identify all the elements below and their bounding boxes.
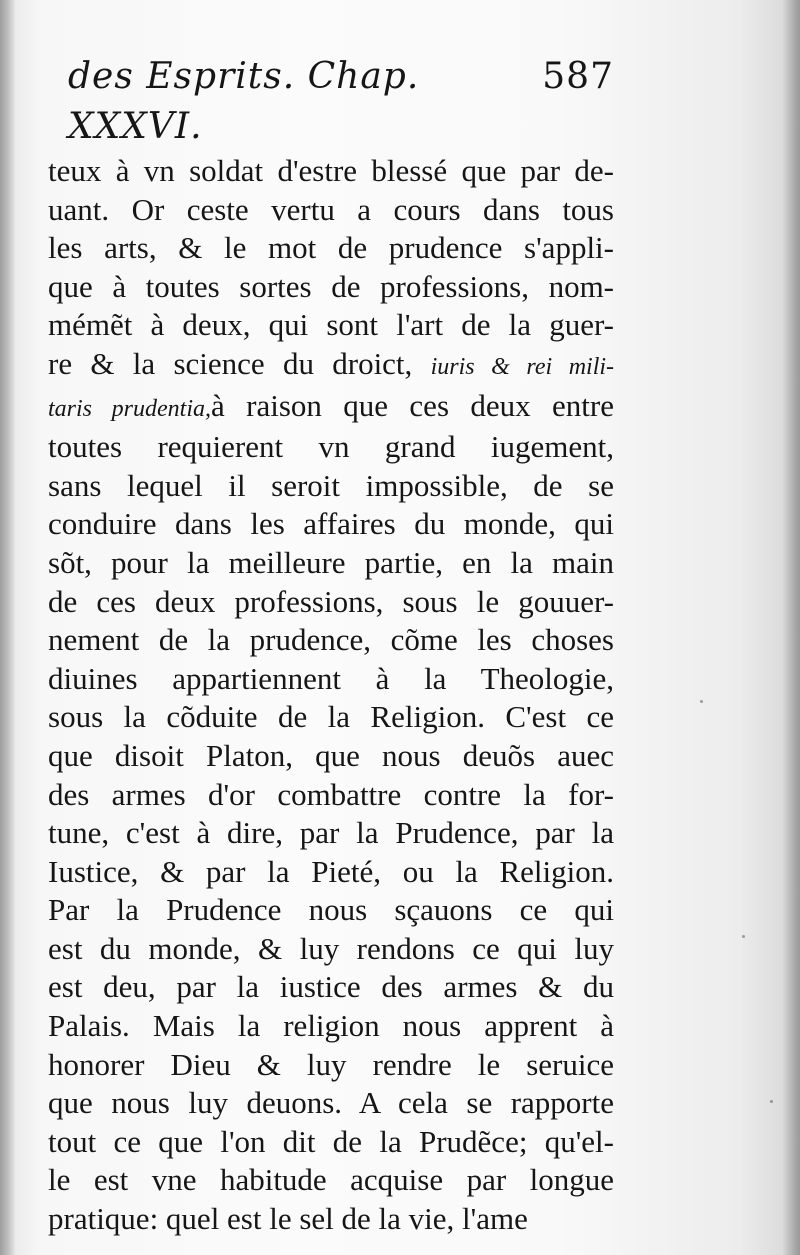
text-line: honorer Dieu & luy rendre le seruice: [48, 1046, 614, 1082]
text-line: que nous luy deuons. A cela se rapporte: [48, 1085, 614, 1121]
text-line: les arts, & le mot de prudence s'appli-: [48, 230, 614, 266]
paper-speck: [700, 700, 703, 703]
page-number: 587: [542, 56, 614, 97]
text-line: [48, 387, 614, 429]
text-line: tune, c'est à dire, par la Prudence, par la: [48, 815, 614, 851]
running-header: [48, 52, 614, 152]
text-segment: re & la science du droict,: [48, 345, 413, 381]
text-line: des armes d'or combattre contre la for-: [48, 776, 614, 812]
gutter-shadow: [0, 0, 16, 1255]
text-line: Iustice, & par la Pieté, ou la Religion.: [48, 853, 614, 889]
text-line: diuines appartiennent à la Theologie,: [48, 660, 614, 696]
edge-shadow: [782, 0, 800, 1255]
text-line: le est vne habitude acquise par longue: [48, 1162, 614, 1198]
paper-speck: [770, 1100, 773, 1103]
text-segment: à raison que ces deux entre: [210, 387, 614, 423]
paper-speck: [742, 935, 745, 938]
text-line: tout ce que l'on dit de la Prudẽce; qu'el-: [48, 1123, 614, 1159]
text-line: nement de la prudence, cõme les choses: [48, 622, 614, 658]
text-line: sõt, pour la meilleure partie, en la main: [48, 544, 614, 580]
text-line: que à toutes sortes de professions, nom-: [48, 268, 614, 304]
text-line: est deu, par la iustice des armes & du: [48, 969, 614, 1005]
text-line: [48, 345, 614, 387]
text-line: sous la cõduite de la Religion. C'est ce: [48, 699, 614, 735]
text-line: toutes requierent vn grand iugement,: [48, 429, 614, 465]
running-title: des Esprits. Chap. XXXVI.: [68, 56, 420, 147]
latin-italic: taris prudentia,: [48, 395, 211, 422]
text-line: de ces deux professions, sous le gouuer-: [48, 583, 614, 619]
text-line: conduire dans les affaires du monde, qui: [48, 506, 614, 542]
text-line: Palais. Mais la religion nous apprent à: [48, 1008, 614, 1044]
text-line: uant. Or ceste vertu a cours dans tous: [48, 191, 614, 227]
text-line: pratique: quel est le sel de la vie, l'ame: [48, 1201, 528, 1237]
text-line: mémẽt à deux, qui sont l'art de la guer-: [48, 307, 614, 343]
latin-italic: iuris & rei mili-: [430, 353, 615, 380]
text-line: est du monde, & luy rendons ce qui luy: [48, 930, 614, 966]
text-line: teux à vn soldat d'estre blessé que par de-: [48, 153, 614, 188]
text-line: que disoit Platon, que nous deuõs auec: [48, 737, 614, 773]
text-line: sans lequel il seroit impossible, de se: [48, 467, 614, 503]
page-text: [48, 52, 614, 1239]
text-line: Par la Prudence nous sçauons ce qui: [48, 892, 614, 928]
